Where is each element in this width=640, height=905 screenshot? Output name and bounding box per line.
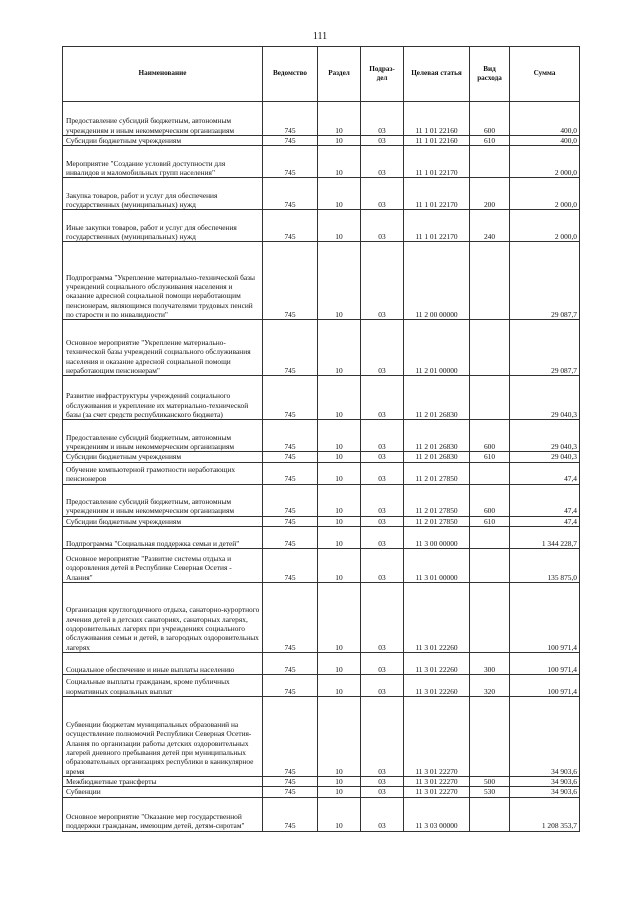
cell-article: 11 1 01 22170 (404, 210, 470, 242)
cell-article: 11 2 00 00000 (404, 242, 470, 320)
cell-name: Иные закупки товаров, работ и услуг для обеспечения государственных (муниципальных) нужд (63, 210, 263, 242)
cell-department: 745 (263, 462, 318, 484)
cell-sum: 1 344 228,7 (510, 526, 580, 548)
cell-department: 745 (263, 146, 318, 178)
cell-expense-type: 610 (470, 452, 510, 462)
table-row (63, 462, 580, 484)
cell-article: 11 3 03 00000 (404, 797, 470, 831)
cell-expense-type (470, 548, 510, 582)
cell-expense-type: 600 (470, 420, 510, 452)
cell-sum: 400,0 (510, 102, 580, 136)
cell-department: 745 (263, 102, 318, 136)
cell-expense-type: 300 (470, 652, 510, 674)
cell-department: 745 (263, 420, 318, 452)
header-name: Наименование (63, 47, 263, 102)
cell-expense-type: 610 (470, 516, 510, 526)
cell-name: Основное мероприятие "Укрепление материально-технической базы учреждений социального обслуживания населения и оказание адресной социальной помощи неработающим пенсионерам" (63, 320, 263, 376)
cell-expense-type: 600 (470, 102, 510, 136)
cell-department: 745 (263, 178, 318, 210)
header-expense-type: Вид расхода (470, 47, 510, 102)
cell-subsection: 03 (361, 462, 404, 484)
cell-subsection: 03 (361, 102, 404, 136)
cell-sum: 47,4 (510, 484, 580, 516)
cell-name: Субвенции бюджетам муниципальных образований на осуществление полномочий Республики Северная Осетия-Алания по организации работы детских оздоровительных лагерей дневного пребывания детей при муниципальных образовательных организациях республики в каникулярное время (63, 696, 263, 776)
cell-subsection: 03 (361, 787, 404, 797)
cell-department: 745 (263, 452, 318, 462)
cell-section: 10 (318, 462, 361, 484)
table-row (63, 526, 580, 548)
cell-name: Мероприятие "Создание условий доступности для инвалидов и маломобильных групп населения" (63, 146, 263, 178)
table-row (63, 376, 580, 420)
cell-sum: 1 208 353,7 (510, 797, 580, 831)
cell-section: 10 (318, 320, 361, 376)
table-row (63, 136, 580, 146)
cell-article: 11 3 01 22260 (404, 652, 470, 674)
cell-subsection: 03 (361, 776, 404, 786)
cell-name: Предоставление субсидий бюджетным, автономным учреждениям и иным некоммерческим организациям (63, 484, 263, 516)
cell-article: 11 1 01 22170 (404, 178, 470, 210)
cell-sum: 34 903,6 (510, 787, 580, 797)
cell-section: 10 (318, 797, 361, 831)
cell-sum: 34 903,6 (510, 696, 580, 776)
cell-name: Организация круглогодичного отдыха, санаторно-курортного лечения детей в детских санаториях, санаторных лагерях, оздоровительных лагерях при учреждениях социального обслуживания семьи и детей, в загородных оздоровительных лагерях (63, 582, 263, 652)
cell-department: 745 (263, 320, 318, 376)
cell-subsection: 03 (361, 136, 404, 146)
page-number: 111 (312, 31, 328, 42)
table-row (63, 146, 580, 178)
cell-department: 745 (263, 484, 318, 516)
cell-section: 10 (318, 210, 361, 242)
cell-sum: 100 971,4 (510, 582, 580, 652)
cell-section: 10 (318, 178, 361, 210)
cell-article: 11 3 01 22270 (404, 776, 470, 786)
cell-department: 745 (263, 776, 318, 786)
cell-expense-type (470, 376, 510, 420)
cell-section: 10 (318, 136, 361, 146)
cell-name: Подпрограмма "Укрепление материально-технической базы учреждений социального обслуживания населения и оказание адресной социальной помощи неработающим пенсионерам, являющимся получателями трудовых пенсий по старости и по инвалидности" (63, 242, 263, 320)
cell-expense-type: 600 (470, 484, 510, 516)
cell-subsection: 03 (361, 548, 404, 582)
cell-article: 11 2 01 27850 (404, 462, 470, 484)
cell-sum: 47,4 (510, 462, 580, 484)
cell-sum: 2 000,0 (510, 210, 580, 242)
cell-sum: 400,0 (510, 136, 580, 146)
cell-article: 11 3 01 00000 (404, 548, 470, 582)
table-row (63, 652, 580, 674)
cell-name: Основное мероприятие "Развитие системы отдыха и оздоровления детей в Республике Северная Осетия - Алания" (63, 548, 263, 582)
table-row (63, 484, 580, 516)
cell-article: 11 3 01 22260 (404, 582, 470, 652)
cell-section: 10 (318, 242, 361, 320)
cell-sum: 100 971,4 (510, 652, 580, 674)
cell-expense-type: 610 (470, 136, 510, 146)
cell-department: 745 (263, 242, 318, 320)
table-row (63, 696, 580, 776)
cell-expense-type: 320 (470, 674, 510, 696)
cell-subsection: 03 (361, 210, 404, 242)
cell-section: 10 (318, 548, 361, 582)
cell-name: Межбюджетные трансферты (63, 776, 263, 786)
table-row (63, 210, 580, 242)
cell-article: 11 3 01 22260 (404, 674, 470, 696)
cell-section: 10 (318, 674, 361, 696)
cell-subsection: 03 (361, 320, 404, 376)
header-subsection: Подраз- дел (361, 47, 404, 102)
table-row (63, 320, 580, 376)
table-row (63, 178, 580, 210)
cell-section: 10 (318, 102, 361, 136)
cell-expense-type: 200 (470, 178, 510, 210)
cell-expense-type (470, 526, 510, 548)
cell-article: 11 1 01 22170 (404, 146, 470, 178)
table-row (63, 516, 580, 526)
cell-section: 10 (318, 696, 361, 776)
cell-subsection: 03 (361, 146, 404, 178)
cell-department: 745 (263, 548, 318, 582)
cell-department: 745 (263, 526, 318, 548)
cell-expense-type (470, 696, 510, 776)
cell-subsection: 03 (361, 452, 404, 462)
cell-name: Субсидии бюджетным учреждениям (63, 136, 263, 146)
table-row (63, 102, 580, 136)
table-row (63, 797, 580, 831)
cell-section: 10 (318, 452, 361, 462)
table-row (63, 420, 580, 452)
cell-article: 11 2 01 26830 (404, 420, 470, 452)
cell-subsection: 03 (361, 674, 404, 696)
cell-subsection: 03 (361, 484, 404, 516)
cell-section: 10 (318, 484, 361, 516)
cell-article: 11 3 01 22270 (404, 696, 470, 776)
cell-department: 745 (263, 696, 318, 776)
cell-department: 745 (263, 582, 318, 652)
cell-department: 745 (263, 674, 318, 696)
cell-expense-type: 240 (470, 210, 510, 242)
cell-article: 11 2 01 26830 (404, 452, 470, 462)
cell-article: 11 2 01 27850 (404, 516, 470, 526)
header-article: Целевая статья (404, 47, 470, 102)
cell-expense-type: 500 (470, 776, 510, 786)
cell-name: Субсидии бюджетным учреждениям (63, 516, 263, 526)
cell-department: 745 (263, 210, 318, 242)
cell-article: 11 1 01 22160 (404, 102, 470, 136)
cell-department: 745 (263, 787, 318, 797)
cell-subsection: 03 (361, 376, 404, 420)
cell-article: 11 1 01 22160 (404, 136, 470, 146)
table-row (63, 582, 580, 652)
budget-table (62, 46, 580, 832)
cell-expense-type (470, 320, 510, 376)
cell-name: Социальное обеспечение и иные выплаты населению (63, 652, 263, 674)
cell-subsection: 03 (361, 516, 404, 526)
cell-sum: 2 000,0 (510, 178, 580, 210)
cell-section: 10 (318, 526, 361, 548)
cell-article: 11 2 01 27850 (404, 484, 470, 516)
cell-section: 10 (318, 516, 361, 526)
cell-subsection: 03 (361, 582, 404, 652)
cell-department: 745 (263, 652, 318, 674)
cell-expense-type (470, 582, 510, 652)
cell-article: 11 2 01 26830 (404, 376, 470, 420)
cell-section: 10 (318, 582, 361, 652)
cell-expense-type (470, 797, 510, 831)
cell-sum: 29 087,7 (510, 242, 580, 320)
cell-name: Предоставление субсидий бюджетным, автономным учреждениям и иным некоммерческим организациям (63, 420, 263, 452)
cell-subsection: 03 (361, 526, 404, 548)
header-department: Ведомство (263, 47, 318, 102)
cell-expense-type: 530 (470, 787, 510, 797)
table-row (63, 787, 580, 797)
cell-sum: 100 971,4 (510, 674, 580, 696)
cell-department: 745 (263, 516, 318, 526)
table-row (63, 548, 580, 582)
cell-name: Субвенции (63, 787, 263, 797)
cell-name: Предоставление субсидий бюджетным, автономным учреждениям и иным некоммерческим организациям (63, 102, 263, 136)
header-section: Раздел (318, 47, 361, 102)
cell-sum: 29 040,3 (510, 452, 580, 462)
table-row (63, 242, 580, 320)
cell-department: 745 (263, 797, 318, 831)
cell-sum: 29 040,3 (510, 376, 580, 420)
cell-expense-type (470, 242, 510, 320)
cell-name: Развитие инфраструктуры учреждений социального обслуживания и укрепление их материально-технической базы (за счет средств республиканского бюджета) (63, 376, 263, 420)
cell-name: Социальные выплаты гражданам, кроме публичных нормативных социальных выплат (63, 674, 263, 696)
cell-sum: 29 087,7 (510, 320, 580, 376)
cell-name: Закупка товаров, работ и услуг для обеспечения государственных (муниципальных) нужд (63, 178, 263, 210)
cell-section: 10 (318, 652, 361, 674)
cell-subsection: 03 (361, 797, 404, 831)
header-sum: Сумма (510, 47, 580, 102)
cell-sum: 34 903,6 (510, 776, 580, 786)
cell-sum: 135 875,0 (510, 548, 580, 582)
cell-article: 11 3 00 00000 (404, 526, 470, 548)
cell-article: 11 2 01 00000 (404, 320, 470, 376)
cell-name: Подпрограмма "Социальная поддержка семьи и детей" (63, 526, 263, 548)
cell-expense-type (470, 146, 510, 178)
cell-department: 745 (263, 136, 318, 146)
cell-subsection: 03 (361, 652, 404, 674)
table-row (63, 776, 580, 786)
cell-sum: 2 000,0 (510, 146, 580, 178)
cell-section: 10 (318, 776, 361, 786)
cell-article: 11 3 01 22270 (404, 787, 470, 797)
cell-section: 10 (318, 420, 361, 452)
cell-department: 745 (263, 376, 318, 420)
cell-name: Основное мероприятие "Оказание мер государственной поддержки гражданам, имеющим детей, детям-сиротам" (63, 797, 263, 831)
cell-section: 10 (318, 146, 361, 178)
cell-subsection: 03 (361, 420, 404, 452)
cell-subsection: 03 (361, 696, 404, 776)
table-row (63, 674, 580, 696)
cell-subsection: 03 (361, 178, 404, 210)
table-row (63, 452, 580, 462)
cell-sum: 47,4 (510, 516, 580, 526)
cell-section: 10 (318, 787, 361, 797)
cell-name: Обучение компьютерной грамотности неработающих пенсионеров (63, 462, 263, 484)
cell-section: 10 (318, 376, 361, 420)
cell-expense-type (470, 462, 510, 484)
table-header-row (63, 47, 580, 102)
cell-name: Субсидии бюджетным учреждениям (63, 452, 263, 462)
cell-sum: 29 040,3 (510, 420, 580, 452)
cell-subsection: 03 (361, 242, 404, 320)
